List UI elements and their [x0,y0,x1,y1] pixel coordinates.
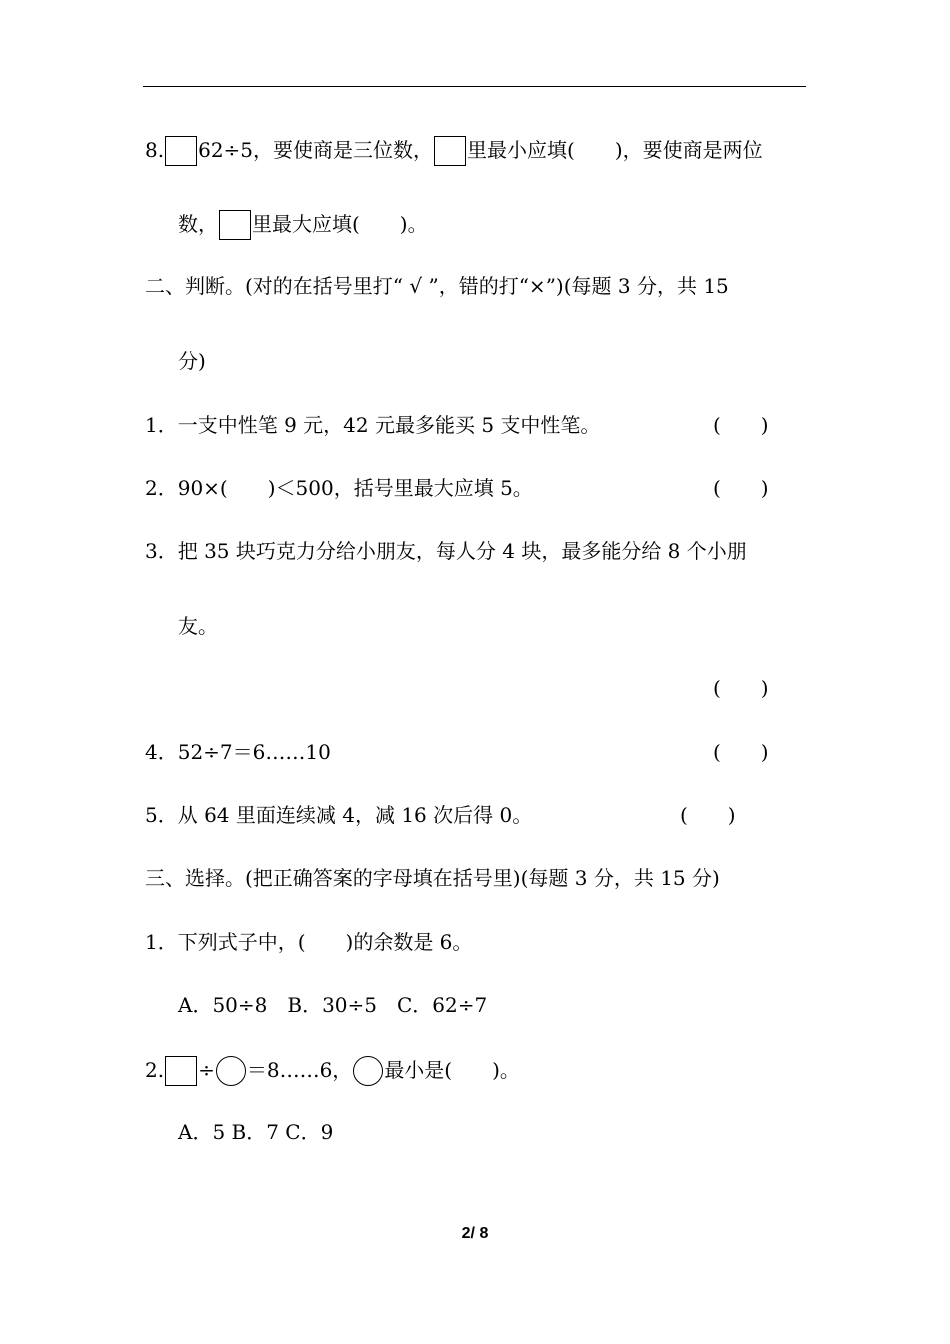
q2-text-a: ＝8……6， [246,1058,353,1082]
blank-square [434,136,466,166]
header-rule [143,86,806,87]
blank-circle [353,1056,383,1086]
q8-text-d: 里最大应填( )。 [252,212,428,236]
section-judge-heading: 二、判断。(对的在括号里打“ √ ”，错的打“×”)(每题 3 分，共 15 [145,274,729,298]
q8-line1 [145,136,763,166]
q2-number: 2. [145,1058,165,1082]
judge-item-2: 2．90×( )＜500，括号里最大应填 5。 [145,476,533,500]
q8-text-c: 数， [178,212,218,236]
answer-paren-3[interactable]: ( ) [713,676,769,700]
answer-paren-5[interactable]: ( ) [680,803,736,827]
choice-q2-options: A．5 B．7 C．9 [178,1120,334,1144]
section-judge-heading-cont: 分) [178,349,206,373]
choice-q1: 1．下列式子中，( )的余数是 6。 [145,930,473,954]
q2-text-b: 最小是( )。 [384,1058,520,1082]
judge-item-4: 4．52÷7＝6……10 [145,740,331,764]
blank-square [219,210,251,240]
judge-item-3-cont: 友。 [178,614,218,638]
judge-item-5: 5．从 64 里面连续减 4，减 16 次后得 0。 [145,803,533,827]
q8-line2 [178,210,428,240]
judge-item-3: 3．把 35 块巧克力分给小朋友，每人分 4 块，最多能分给 8 个小朋 [145,539,747,563]
page-number: 2/ 8 [461,1225,489,1242]
divide-sign: ÷ [198,1058,215,1082]
answer-paren-4[interactable]: ( ) [713,740,769,764]
section-choice-heading: 三、选择。(把正确答案的字母填在括号里)(每题 3 分，共 15 分) [145,866,720,890]
choice-q2 [145,1056,520,1086]
q8-text-b: 里最小应填( )，要使商是两位 [467,138,763,162]
q8-text-a: 62÷5，要使商是三位数， [198,138,434,162]
blank-square [165,1056,197,1086]
q8-number: 8. [145,138,165,162]
answer-paren-1[interactable]: ( ) [713,413,769,437]
blank-square [165,136,197,166]
answer-paren-2[interactable]: ( ) [713,476,769,500]
blank-circle [216,1056,246,1086]
judge-item-1: 1．一支中性笔 9 元，42 元最多能买 5 支中性笔。 [145,413,601,437]
choice-q1-options: A．50÷8 B．30÷5 C．62÷7 [178,993,488,1017]
